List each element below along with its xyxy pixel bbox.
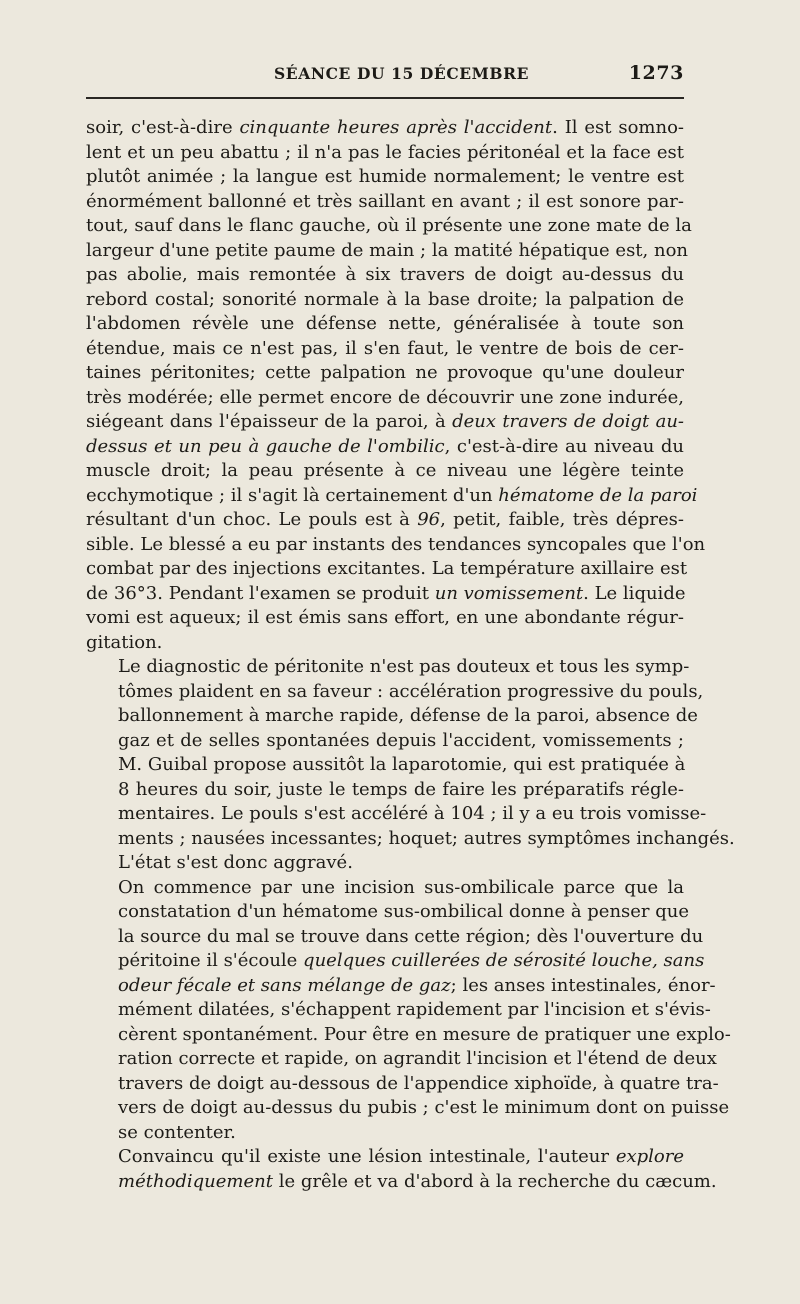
text-line — [86, 1072, 719, 1097]
text-line — [86, 949, 705, 974]
text-line — [86, 680, 704, 705]
text-segment: mentaires. Le pouls s'est accéléré à 104 ; il y a eu trois vomisse- — [118, 803, 707, 824]
text-line — [86, 557, 688, 582]
text-segment: combat par des injections excitantes. La température axillaire est — [86, 558, 688, 579]
text-segment: cèrent spontanément. Pour être en mesure de pratiquer une explo- — [118, 1023, 731, 1045]
text-line — [86, 533, 706, 558]
paragraph-1 — [86, 116, 706, 655]
text-segment: siégeant dans l'épaisseur de la paroi, à — [86, 411, 453, 432]
text-line — [86, 1023, 731, 1048]
text-line — [86, 1121, 684, 1146]
header-title: SÉANCE DU 15 DÉCEMBRE — [274, 64, 530, 83]
text-line — [86, 435, 684, 460]
text-segment: travers de doigt au-dessous de l'appendice xiphoïde, à quatre tra- — [118, 1072, 719, 1094]
text-line — [86, 655, 690, 680]
text-segment: pas abolie, mais remontée à six travers de doigt au-dessus du — [86, 264, 684, 285]
text-segment: ments ; nausées incessantes; hoquet; autres symptômes inchangés. — [118, 827, 735, 849]
italic-segment: hématome de la paroi — [498, 484, 698, 506]
text-segment: , c'est-à-dire au niveau du — [444, 435, 684, 457]
text-line — [86, 1047, 717, 1072]
text-line — [86, 729, 684, 754]
text-segment: tout, sauf dans le flanc gauche, où il présente une zone mate de la — [86, 215, 692, 236]
text-segment: 8 heures du soir, juste le temps de faire les préparatifs régle- — [118, 778, 684, 800]
text-line — [86, 778, 684, 803]
header-rule — [86, 97, 684, 99]
text-line — [86, 802, 707, 827]
text-line — [86, 214, 692, 239]
text-line — [86, 288, 684, 313]
page-number: 1273 — [628, 62, 684, 84]
italic-segment: quelques cuillerées de sérosité louche, sans — [303, 950, 705, 971]
text-segment: On commence par une incision sus-ombilicale parce que la — [118, 876, 684, 898]
text-segment: énormément ballonné et très saillant en avant ; il est sonore par- — [86, 190, 684, 212]
text-segment: sible. Le blessé a eu par instants des tendances syncopales que l'on — [86, 533, 706, 555]
text-segment: mément dilatées, s'échappent rapidement par l'incision et s'évis- — [118, 999, 711, 1020]
text-segment: constatation d'un hématome sus-ombilical donne à penser que — [118, 901, 690, 922]
text-line — [86, 851, 684, 876]
text-line — [86, 459, 684, 484]
text-line — [86, 141, 684, 166]
text-line — [86, 925, 704, 950]
text-segment: , petit, faible, très dépres- — [440, 509, 685, 530]
text-line — [86, 508, 684, 533]
text-line — [86, 900, 690, 925]
text-segment: soir, c'est-à-dire — [86, 117, 240, 138]
text-line — [86, 263, 684, 288]
text-line — [86, 606, 684, 631]
text-line — [86, 410, 684, 435]
text-segment: ecchymotique ; il s'agit là certainement d'un — [86, 484, 499, 506]
italic-segment: explore — [615, 1146, 684, 1167]
italic-segment: deux travers de doigt au- — [452, 411, 684, 432]
text-line — [86, 876, 684, 901]
text-segment: tômes plaident en sa faveur : accélération progressive du pouls, — [118, 680, 704, 702]
italic-segment: cinquante heures après l'accident — [239, 117, 553, 138]
text-line — [86, 974, 716, 999]
text-segment: . Il est somno- — [552, 117, 685, 138]
text-segment: de 36°3. Pendant l'examen se produit — [86, 582, 435, 604]
text-segment: ; les anses intestinales, énor- — [450, 974, 716, 996]
text-segment: M. Guibal propose aussitôt la laparotomie, qui est pratiquée à — [118, 754, 686, 775]
text-segment: se contenter. — [118, 1121, 236, 1143]
text-line — [86, 190, 684, 215]
text-line — [86, 1096, 730, 1121]
text-segment: Convaincu qu'il existe une lésion intestinale, l'auteur — [118, 1146, 616, 1167]
text-segment: Le diagnostic de péritonite n'est pas douteux et tous les symp- — [118, 656, 690, 677]
text-line — [86, 239, 689, 264]
text-line — [86, 337, 684, 362]
text-segment: L'état s'est donc aggravé. — [118, 852, 353, 873]
text-segment: . Le liquide — [583, 582, 686, 604]
paragraph-2 — [86, 655, 735, 876]
text-segment: résultant d'un choc. Le pouls est à — [86, 509, 418, 530]
italic-segment: odeur fécale et sans mélange de gaz — [118, 974, 451, 996]
italic-segment: dessus et un peu à gauche de l'ombilic — [86, 435, 445, 457]
text-segment: muscle droit; la peau présente à ce niveau une légère teinte — [86, 460, 684, 481]
text-segment: taines péritonites; cette palpation ne provoque qu'une douleur — [86, 362, 684, 383]
text-segment: la source du mal se trouve dans cette région; dès l'ouverture du — [118, 925, 704, 947]
text-line — [86, 484, 698, 509]
text-segment: rebord costal; sonorité normale à la base droite; la palpation de — [86, 288, 684, 310]
text-segment: ration correcte et rapide, on agrandit l'incision et l'étend de deux — [118, 1048, 717, 1069]
text-segment: ballonnement à marche rapide, défense de la paroi, absence de — [118, 705, 698, 726]
text-line — [86, 361, 684, 386]
italic-segment: 96 — [417, 509, 441, 530]
text-line — [86, 116, 684, 141]
text-line — [86, 631, 684, 656]
running-header — [86, 60, 684, 88]
text-line — [86, 312, 684, 337]
italic-segment: méthodiquement — [118, 1170, 273, 1192]
body-text — [86, 116, 735, 1194]
text-segment: largeur d'une petite paume de main ; la matité hépatique est, non — [86, 239, 689, 261]
text-line — [86, 704, 698, 729]
italic-segment: un vomissement — [434, 582, 584, 604]
text-segment: vers de doigt au-dessus du pubis ; c'est le minimum dont on puisse — [118, 1097, 730, 1118]
paragraph-3 — [86, 876, 731, 1146]
text-segment: étendue, mais ce n'est pas, il s'en faut, le ventre de bois de cer- — [86, 337, 684, 359]
text-line — [86, 386, 684, 411]
text-segment: lent et un peu abattu ; il n'a pas le facies péritonéal et la face est — [86, 141, 684, 163]
text-line — [86, 827, 735, 852]
text-segment: gitation. — [86, 631, 163, 653]
text-segment: gaz et de selles spontanées depuis l'accident, vomissements ; — [118, 729, 684, 751]
text-line — [86, 1145, 684, 1170]
text-line — [86, 165, 684, 190]
text-segment: l'abdomen révèle une défense nette, généralisée à toute son — [86, 313, 684, 334]
text-segment: le grêle et va d'abord à la recherche du cæcum. — [272, 1170, 717, 1192]
text-line — [86, 998, 711, 1023]
text-segment: vomi est aqueux; il est émis sans effort, en une abondante régur- — [86, 607, 684, 628]
text-line — [86, 582, 684, 607]
text-segment: très modérée; elle permet encore de découvrir une zone indurée, — [86, 386, 684, 408]
text-segment: plutôt animée ; la langue est humide normalement; le ventre est — [86, 166, 684, 187]
text-line — [86, 753, 684, 778]
text-line — [86, 1170, 717, 1195]
paragraph-4 — [86, 1145, 717, 1194]
text-segment: péritoine il s'écoule — [118, 950, 304, 971]
